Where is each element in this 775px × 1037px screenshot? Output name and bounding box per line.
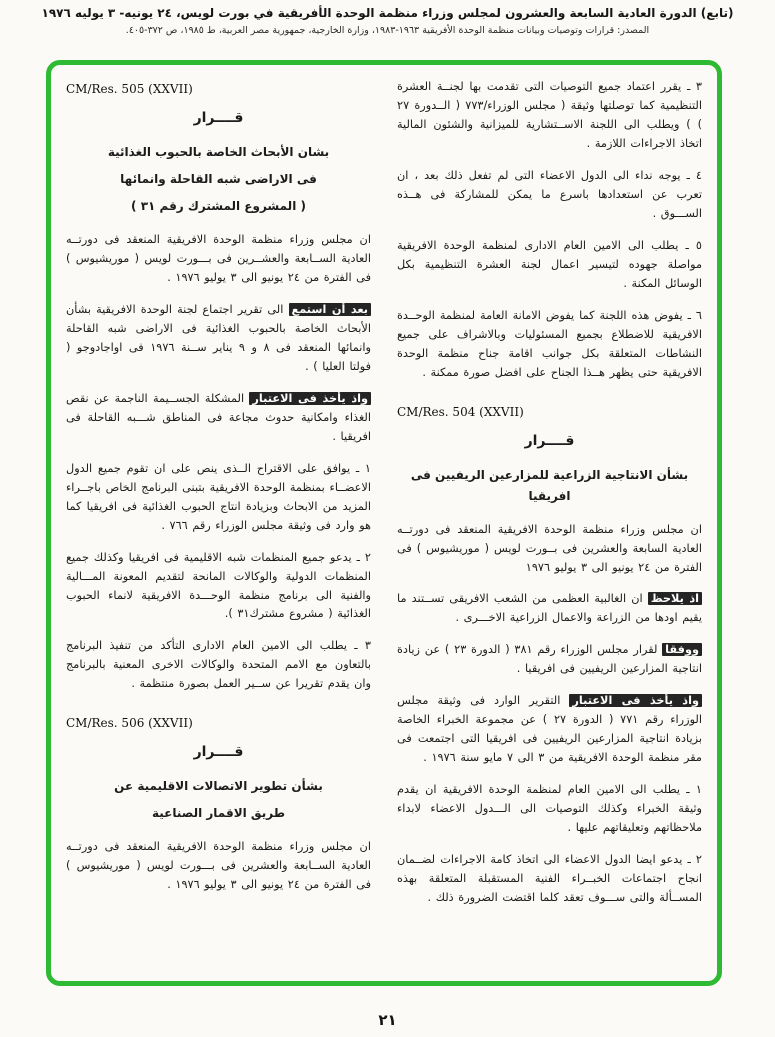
paragraph: ان مجلس وزراء منظمة الوحدة الافريقية المنعقد فى دورتــه العادية السابعة والعشرين فى بــورت لويس ( موريشيوس ) فى الفترة من ٢٤ يونيو الى ٣ يوليو ١٩٧٦: [397, 522, 702, 574]
bold-lead-phrase: واذ يأخذ فى الاعتبار: [249, 392, 371, 405]
paragraph: ٦ ـ يفوض هذه اللجنة كما يفوض الامانة العامة لمنظمة الوحــدة الافريقية للاضطلاع بجميع المسئوليات وبالاشراف على جميع النشاطات المتعلقة بكل جوانب اقامة جناح منظمة الوحدة الافريقية حتى يظهر هــذا الجناح على افضل صورة ممكنة .: [397, 308, 702, 379]
bold-lead-phrase: بعد أن استمع: [289, 303, 371, 316]
paragraph: ان مجلس وزراء منظمة الوحدة الافريقية المنعقد فى دورتــه العادية الســابعة والعشرين فى بـــورت لويس ( موريشيوس ) فى الفترة من ٢٤ يونيو الى ٣ يوليو ١٩٧٦ .: [66, 840, 371, 892]
paragraph: واذ يأخذ فى الاعتبار التقرير الوارد فى وثيقة مجلس الوزراء رقم ٧٧١ ( الدورة ٢٧ ) عن مجموعة الخبراء الخاصة بزيادة انتاجية المزارعين الريفيين فى افريقيا التى اجتمعت فى مقر منظمة الوحدة الافريقية من ٣ الى ٧ مايو سنة ١٩٧٦ .: [397, 694, 702, 765]
resolution-number: CM/Res. 505 (XXVII): [66, 82, 193, 96]
paragraph: ٢ ـ يدعو جميع المنظمات شبه الاقليمية فى افريقيا وكذلك جميع المنظمات الدولية والوكالات المانحة لتقديم المعونة المـــالية والفنية الى برنامج منظمة الوحـــدة الافريقية لانماء الحبوب الغذائية ( مشروع مشترك٣١ ).: [66, 550, 371, 621]
paragraph: واذ يأخذ فى الاعتبار المشكلة الجســيمة الناجمة عن نقص الغذاء وامكانية حدوث مجاعة فى المناطق شـــبه القاحلة فى افريقيا .: [66, 391, 371, 443]
resolution-number: CM/Res. 506 (XXVII): [66, 716, 193, 731]
bold-lead-phrase: ووفقا: [662, 643, 702, 656]
resolution-subtitle: بشأن الانتاجية الزراعية للمزارعين الريفيين فى افريقيا: [410, 467, 689, 503]
page-header: [0, 6, 775, 36]
paragraph: ١ ـ يطلب الى الامين العام لمنظمة الوحدة الافريقية ان يقدم وثيقة الخبراء وكذلك التوصيات الى الـــدول الاعضاء لابداء ملاحظاتهم وتعليقاتهم عليها .: [397, 783, 702, 835]
resolution-title: قــــرار: [524, 432, 575, 449]
paragraph: ٥ ـ يطلب الى الامين العام الادارى لمنظمة الوحدة الافريقية مواصلة جهوده لتيسير اعمال لجنة العشرة التنظيمية بكل الوسائل المكنة .: [397, 238, 702, 290]
resolution-subtitle: طريق الاقمار الصناعية: [151, 806, 286, 821]
paragraph: ان مجلس وزراء منظمة الوحدة الافريقية المنعقد فى دورتــه العادية الســابعة والعشــرين فى بـــورت لويس ( موريشيوس ) فى الفترة من ٢٤ يونيو الى ٣ يوليو ١٩٧٦ .: [66, 233, 371, 284]
resolution-subtitle: بشأن تطوير الاتصالات الاقليمية عن: [114, 779, 323, 794]
paragraph: ٣ ـ يقرر اعتماد جميع التوصيات التى تقدمت بها لجنــة العشرة التنظيمية كما توصلتها وثيقة ( مجلس الوزراء/٧٧٣ ( الــدورة ٢٧ ) ) ويطلب الى اللجنة الاســتشارية للميزانية والشئون المالية اتخاذ الاجراءات اللازمة .: [397, 80, 702, 150]
resolution-subtitle: ( المشروع المشترك رقم ٣١ ): [131, 199, 306, 213]
column-right: [397, 78, 702, 970]
paragraph: ٤ ـ يوجه نداء الى الدول الاعضاء التى لم تفعل ذلك بعد ، ان تعرب عن استعدادها باسرع ما يمكن للمشاركة فى هــذه الســـوق .: [397, 168, 702, 220]
resolution-title: قــــرار: [193, 744, 244, 761]
bold-lead-phrase: اذ يلاحظ: [648, 592, 702, 605]
paragraph: ووفقا لقرار مجلس الوزراء رقم ٣٨١ ( الدورة ٢٣ ) عن زيادة انتاجية المزارعين الريفيين فى افريقيا .: [397, 643, 702, 676]
page-number: ٢١: [378, 1011, 397, 1029]
bold-lead-phrase: واذ يأخذ فى الاعتبار: [569, 694, 702, 707]
header-session-title: (تابع) الدورة العادية السابعة والعشرون لمجلس وزراء منظمة الوحدة الأفريقية في بورت لويس، ٢٤ يونيه- ٣ يوليه ١٩٧٦: [41, 6, 734, 20]
paragraph: اذ يلاحظ ان الغالبية العظمى من الشعب الافريقى تســتند ما يقيم اودها من الزراعة والاعمال الزراعية الاخـــرى .: [397, 592, 702, 625]
resolution-title: قــــرار: [193, 110, 244, 126]
resolution-subtitle: بشان الأبحاث الخاصة بالحبوب الغذائية: [107, 145, 330, 159]
paragraph: ٢ ـ يدعو ايضا الدول الاعضاء الى اتخاذ كامة الاجراءات لضــمان انجاح اجتماعات الخبــراء الفنية المستقبلة المتعلقة بهذه المســألة والتى ســـوف تعقد كلما اقتضت الضرورة ذلك .: [397, 853, 702, 905]
text-columns: [56, 72, 712, 976]
paragraph: ٣ ـ يطلب الى الامين العام الادارى التأكد من تنفيذ البرنامج بالتعاون مع الامم المتحدة والوكالات الاخرى المعنية بالبرنامج وان يقدم تقريرا عن ســير العمل بصورة منتظمة .: [66, 639, 371, 691]
paragraph: بعد أن استمع الى تقرير اجتماع لجنة الوحدة الافريقية بشأن الأبحاث الخاصة بالحبوب الغذائية فى الاراضى شبه القاحلة وانمائها المنعقد فى ٨ و ٩ يناير ســنة ١٩٧٦ فى اواجادوجو ( فولتا العليا ) .: [66, 302, 371, 373]
resolution-subtitle: فى الاراضى شبه القاحلة وانمائها: [120, 172, 317, 186]
header-source-note: المصدر: قرارات وتوصيات وبيانات منظمة الوحدة الأفريقية ١٩٦٣-١٩٨٣، وزارة الخارجية، جمهورية مصر العربية، ط ١٩٨٥، ص ٣٧٢-٤٠٥.: [125, 25, 650, 36]
paragraph: ١ ـ يوافق على الاقتراح الــذى ينص على ان تقوم جميع الدول الاعضــاء بمنظمة الوحدة الافريقية بتبنى البرنامج الخاص باجــراء المزيد من الابحاث وبزيادة انتاج الحبوب الغذائية فى افريقيا كما هو وارد فى وثيقة مجلس الوزراء رقم ٧٦٦ .: [66, 461, 371, 532]
resolution-number: CM/Res. 504 (XXVII): [397, 404, 524, 419]
column-left: [66, 78, 371, 970]
